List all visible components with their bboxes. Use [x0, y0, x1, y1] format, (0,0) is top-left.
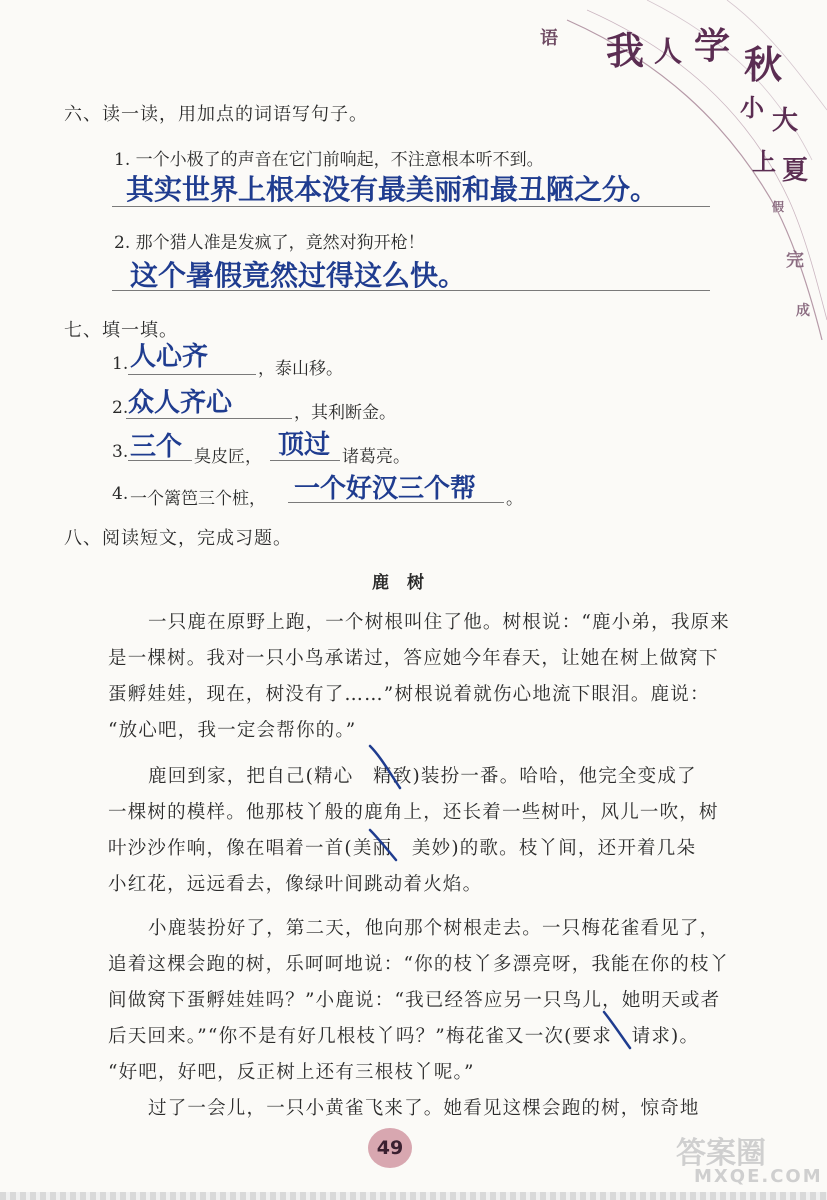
passage-line: “放心吧，我一定会帮你的。” [108, 720, 357, 741]
section7-heading: 七、填一填。 [64, 320, 178, 341]
section7-num-1: 1. [112, 354, 129, 374]
page-number: 49 [368, 1128, 412, 1168]
fill-line [126, 418, 292, 419]
section7-answer-4: 一个好汉三个帮 [294, 474, 477, 504]
answer-line [112, 206, 710, 207]
corner-sub-char: 夏 [782, 156, 809, 186]
section7-answer-1: 人心齐 [130, 342, 209, 372]
section7-num-4: 4. [112, 484, 129, 504]
section6-answer-2: 这个暑假竟然过得这么快。 [130, 259, 467, 292]
corner-title-char: 秋 [744, 42, 783, 87]
passage-line: 一棵树的模样。他那枝丫般的鹿角上，还长着一些树叶，风儿一吹，树 [108, 802, 719, 823]
section7-tail-4: 。 [506, 489, 523, 509]
strike-mark [366, 742, 406, 792]
section7-lead-4: 一个篱笆三个桩， [130, 489, 266, 509]
fill-line [128, 374, 256, 375]
section6-prompt-2: 2. 那个猎人准是发疯了，竟然对狗开枪！ [114, 233, 425, 253]
section6-answer-1: 其实世界上根本没有最美丽和最丑陋之分。 [126, 173, 659, 206]
passage-line: 蛋孵娃娃，现在，树没有了……”树根说着就伤心地流下眼泪。鹿说： [108, 684, 710, 705]
passage-line: 小红花，远远看去，像绿叶间跳动着火焰。 [108, 874, 483, 895]
corner-tiny-char: 假 [772, 200, 785, 214]
section6-prompt-1: 1. 一个小极了的声音在它门前响起，不注意根本听不到。 [114, 150, 544, 170]
watermark-logo: 答案圈 [676, 1136, 766, 1171]
section8-heading: 八、阅读短文，完成习题。 [64, 528, 292, 549]
section7-tail-3: 诸葛亮。 [342, 447, 410, 467]
passage-line: 小鹿装扮好了，第二天，他向那个树根走去。一只梅花雀看见了， [148, 918, 720, 939]
corner-title-char: 学 [694, 25, 731, 67]
passage-line: 追着这棵会跑的树，乐呵呵地说：“你的枝丫多漂亮呀，我能在你的枝丫 [108, 954, 730, 975]
strike-mark [598, 1008, 638, 1052]
corner-sub-char: 上 [752, 147, 776, 176]
corner-small-char: 语 [540, 28, 558, 49]
section6-heading: 六、读一读，用加点的词语写句子。 [64, 104, 368, 125]
corner-tiny-char: 成 [796, 303, 810, 319]
passage-line: 一只鹿在原野上跑，一个树根叫住了他。树根说：“鹿小弟，我原来 [148, 612, 730, 633]
section7-num-3: 3. [112, 442, 129, 462]
passage-title: 鹿树 [372, 573, 442, 593]
corner-title-char: 人 [654, 35, 683, 68]
passage-line: 叶沙沙作响，像在唱着一首(美丽 美妙)的歌。枝丫间，还开着几朵 [108, 838, 697, 859]
scan-edge [0, 1192, 827, 1200]
passage-line: 间做窝下蛋孵娃娃吗？”小鹿说：“我已经答应另一只鸟儿，她明天或者 [108, 990, 721, 1011]
corner-sub-char: 小 [740, 93, 764, 122]
section7-num-2: 2. [112, 398, 129, 418]
watermark-url: MXQE.COM [694, 1166, 823, 1187]
section7-tail-2: ，其利断金。 [294, 403, 396, 423]
section7-answer-2: 众人齐心 [128, 388, 233, 418]
fill-line [128, 460, 192, 461]
strike-mark [364, 824, 404, 864]
section7-answer-3: 三个 [130, 432, 183, 462]
section7-answer-3b: 顶过 [278, 430, 331, 460]
fill-line [288, 502, 504, 503]
passage-line: 是一棵树。我对一只小鸟承诺过，答应她今年春天，让她在树上做窝下 [108, 648, 719, 669]
fill-line [270, 460, 340, 461]
passage-line: 过了一会儿，一只小黄雀飞来了。她看见这棵会跑的树，惊奇地 [148, 1098, 700, 1119]
section7-tail-1: ，泰山移。 [258, 359, 343, 379]
passage-line: 后天回来。”“你不是有好几根枝丫吗？”梅花雀又一次(要求 请求)。 [108, 1026, 700, 1047]
passage-line: 鹿回到家，把自己(精心 精致)装扮一番。哈哈，他完全变成了 [148, 766, 697, 787]
section7-mid-3: 臭皮匠， [194, 447, 262, 467]
answer-line [112, 290, 710, 291]
passage-line: “好吧，好吧，反正树上还有三根枝丫呢。” [108, 1062, 475, 1083]
corner-title-char: 我 [606, 28, 645, 73]
corner-sub-char: 大 [772, 106, 799, 136]
corner-tiny-char: 完 [786, 250, 804, 271]
